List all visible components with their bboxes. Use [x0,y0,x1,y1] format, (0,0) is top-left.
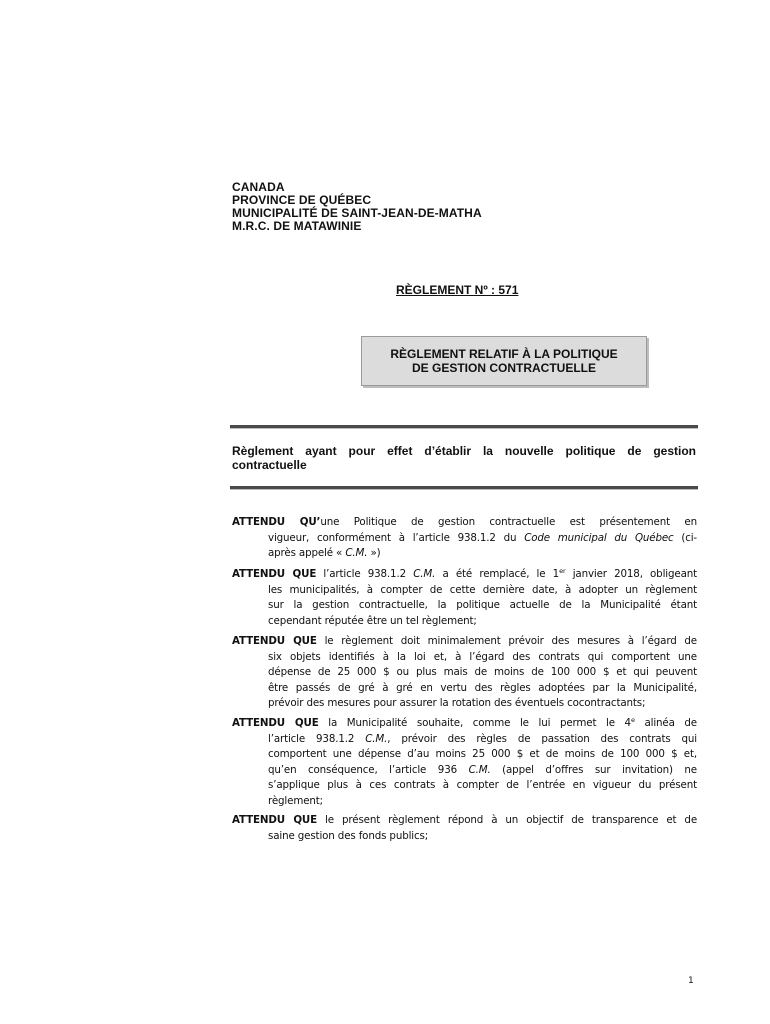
header-country: CANADA [232,180,285,194]
text-run: a été remplacé, le 1 [435,568,560,580]
whereas-4-line-3: comportent une dépense d’au moins 25 000 $ et de moins de 100 000 $ et, [268,748,697,761]
page-number: 1 [688,976,694,986]
reglement-objet: Règlement ayant pour effet d’établir la nouvelle politique de gestion contractuelle [232,444,696,472]
title-line-1: RÈGLEMENT RELATIF À LA POLITIQUE [390,347,618,361]
header-municipality: MUNICIPALITÉ DE SAINT-JEAN-DE-MATHA [232,206,482,220]
whereas-2-line-4: cependant réputée être un tel règlement; [268,614,477,627]
text-run: le présent règlement répond à un objectif de transparence et de [317,814,698,826]
italic-run: C.M. [413,568,436,580]
reglement-number: RÈGLEMENT Nº : 571 [396,283,519,297]
divider-bottom [230,486,698,490]
text-run: une Politique de gestion contractuelle est présentement en [320,516,697,528]
whereas-2-line-3: sur la gestion contractuelle, la politique actuelle de la Municipalité étant [268,599,697,612]
text-run: l’article 938.1.2 [316,568,414,580]
whereas-2-line-1 [232,567,697,583]
whereas-4-line-2 [232,732,697,748]
italic-run: C.M. [365,732,388,745]
whereas-keyword: ATTENDU QU’ [232,516,321,528]
whereas-paragraph-2 [232,567,697,629]
text-run: vigueur, conformément à l’article 938.1.2 du [268,531,525,544]
text-run: , prévoir des règles de passation des contrats qui [387,732,697,745]
text-run: ») [367,547,381,560]
whereas-keyword: ATTENDU QUE [232,568,317,580]
whereas-keyword: ATTENDU QUE [232,635,317,647]
header-mrc: M.R.C. DE MATAWINIE [232,219,362,233]
whereas-4-line-5: s’applique plus à ces contrats à compter de l’entrée en vigueur du présent [268,779,697,792]
superscript: e [630,716,635,724]
whereas-5-line-2: saine gestion des fonds publics; [268,829,429,842]
text-run: après appelé « [268,547,346,560]
italic-run: C.M. [345,547,368,560]
whereas-1-line-3 [232,546,697,562]
header-province: PROVINCE DE QUÉBEC [232,193,372,207]
whereas-3-line-1 [232,634,697,650]
whereas-1-line-2 [232,531,697,547]
title-line-2: DE GESTION CONTRACTUELLE [411,361,596,375]
text-run: le règlement doit minimalement prévoir des mesures à l’égard de [316,635,697,647]
whereas-4-line-4 [232,763,697,779]
italic-run: Code municipal du Québec [524,531,674,544]
whereas-keyword: ATTENDU QUE [232,814,318,826]
text-run: l’article 938.1.2 [268,732,366,745]
text-run: (appel d’offres sur invitation) ne [490,763,697,776]
superscript: er [559,567,566,575]
text-run: (ci- [673,531,698,544]
divider-top [230,425,698,429]
whereas-3-line-3: dépense de 25 000 $ ou plus mais de moins de 100 000 $ et qui peuvent [268,666,697,679]
whereas-2-line-2: les municipalités, à compter de cette dernière date, à adopter un règlement [268,583,697,596]
whereas-paragraph-3 [232,634,697,712]
text-run: qu’en conséquence, l’article 936 [268,763,469,776]
whereas-3-line-2: six objets identifiés à la loi et, à l’égard des contrats qui comportent une [268,650,697,663]
whereas-1-line-1 [232,515,697,531]
text-run: janvier 2018, obligeant [565,568,697,580]
whereas-4-line-6: règlement; [268,794,323,807]
whereas-keyword: ATTENDU QUE [232,717,319,729]
text-run: la Municipalité souhaite, comme le lui permet le 4 [318,717,631,729]
whereas-3-line-5: prévoir des mesures pour assurer la rotation des éventuels cocontractants; [268,697,646,710]
italic-run: C.M. [468,763,491,776]
whereas-paragraph-4 [232,716,697,810]
title-box [361,336,647,386]
whereas-3-line-4: être passés de gré à gré en vertu des règles adoptées par la Municipalité, [268,681,697,694]
whereas-5-line-1 [232,813,697,829]
whereas-paragraph-5 [232,813,697,844]
jurisdiction-header [232,181,482,233]
whereas-4-line-1 [232,716,697,732]
text-run: alinéa de [634,717,697,729]
whereas-paragraph-1 [232,515,697,562]
